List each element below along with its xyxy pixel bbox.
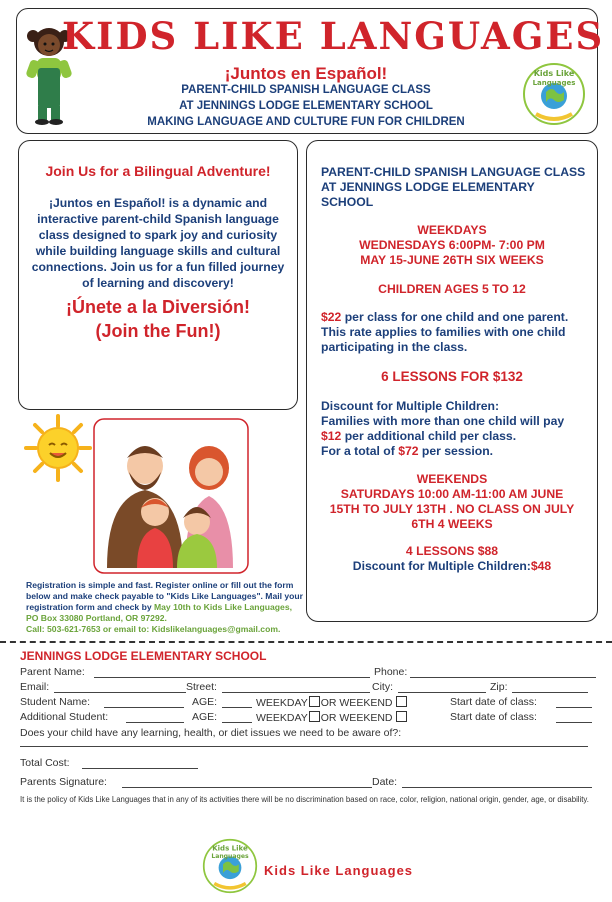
header-line-1: PARENT-CHILD SPANISH LANGUAGE CLASS [181,84,431,96]
zip-label: Zip: [490,681,508,693]
header-line-2: AT JENNINGS LODGE ELEMENTARY SCHOOL [179,100,433,112]
student-age-field[interactable] [222,707,252,708]
weekday-label: WEEKDAY [256,697,308,709]
discount-text-1: Families with more than one child will pay [321,414,565,428]
form-row-parent [20,666,596,680]
student-weekend-checkbox[interactable] [396,696,407,707]
weekend-discount-price: $48 [530,559,552,573]
form-row-total [20,757,596,771]
student-start-date-field[interactable] [556,707,592,708]
svg-text:Languages: Languages [211,853,249,861]
or-weekend-label: OR WEEKEND [320,697,393,709]
weekday-label: WEEKDAY [256,712,308,724]
parents-signature-label: Parents Signature: [20,776,107,788]
student-name-label: Student Name: [20,696,91,708]
form-row-additional-student [20,711,596,725]
registration-contact: Call: 503-621-7653 or email to: Kidslikelanguages@gmail.com. [26,624,281,634]
issues-question: Does your child have any learning, health, or diet issues we need to be aware of?: [20,727,402,739]
zip-field[interactable] [512,692,588,693]
form-row-address [20,681,596,695]
class-details-box [306,140,598,622]
registration-text: Registration is simple and fast. Register online or fill out the form below and make check payable to "Kids Like Languages". Mail your registration form and check by [26,580,304,612]
join-heading: Join Us for a Bilingual Adventure! [45,163,271,179]
price-amount: $22 [321,310,342,324]
header-subtitle: ¡Juntos en Español! [224,64,388,83]
weekend-discount [307,559,597,574]
total-cost-field[interactable] [82,768,198,769]
price-paragraph [321,310,587,355]
additional-start-date-field[interactable] [556,722,592,723]
additional-student-field[interactable] [126,722,184,723]
additional-age-label: AGE: [192,711,218,723]
street-label: Street: [186,681,217,693]
parent-name-field[interactable] [94,677,370,678]
student-age-label: AGE: [192,696,218,708]
email-label: Email: [20,681,50,693]
weekend-discount-label: Discount for Multiple Children: [352,559,531,573]
discount-heading: Discount for Multiple Children: [321,399,500,413]
discount-paragraph [321,399,587,459]
discount-text-2: per additional child per class. [341,429,517,443]
registration-info [26,580,304,635]
additional-start-date-label: Start date of class: [450,711,537,723]
svg-text:Languages: Languages [532,79,576,87]
bilingual-adventure-box [18,140,298,410]
form-row-signature [20,776,596,790]
date-label: Date: [372,776,398,788]
student-day-options [256,696,408,709]
cut-line-divider [0,641,612,643]
form-row-student [20,696,596,710]
student-start-date-label: Start date of class: [450,696,537,708]
email-field[interactable] [54,692,186,693]
additional-weekend-checkbox[interactable] [396,711,407,722]
weekdays-heading: WEEKDAYS [417,223,487,237]
class-title: PARENT-CHILD SPANISH LANGUAGE CLASS AT JENNINGS LODGE ELEMENTARY SCHOOL [321,165,586,209]
student-name-field[interactable] [104,707,184,708]
additional-age-field[interactable] [222,722,252,723]
total-text-1: For a total of [321,444,399,458]
footer-logo [202,838,258,894]
issues-answer-field[interactable] [20,746,588,747]
parent-name-label: Parent Name: [20,666,85,678]
registration-deadline: May 10th to Kids Like Languages, PO Box 33080 Portland, OR 97292. [26,602,292,623]
weekdays-time: WEDNESDAYS 6:00PM- 7:00 PM [359,238,545,252]
non-discrimination-policy: It is the policy of Kids Like Languages that in any of its activities there will be no discrimination based on race, color, religion, national origin, gender, age, or disability. [20,795,589,804]
six-lessons-price: 6 LESSONS FOR $132 [381,369,523,384]
discount-amount: $12 [321,429,342,443]
join-fun-line: (Join the Fun!) [95,321,221,341]
total-amount: $72 [398,444,419,458]
additional-student-label: Additional Student: [20,711,109,723]
total-text-2: per session. [418,444,494,458]
footer-brand: Kids Like Languages [264,863,414,878]
weekend-lessons-label: 4 LESSONS [405,544,478,558]
unete-line: ¡Únete a la Diversión! [65,297,251,317]
discount-line [321,414,587,444]
header-line-3: MAKING LANGUAGE AND CULTURE FUN FOR CHILDREN [147,116,465,128]
weekends-text: SATURDAYS 10:00 AM-11:00 AM JUNE 15TH TO JULY 13TH . NO CLASS ON JULY 6TH 4 WEEKS [329,487,575,531]
phone-field[interactable] [410,677,596,678]
city-field[interactable] [398,692,486,693]
or-weekend-label: OR WEEKEND [320,712,393,724]
weekdays-dates: MAY 15-JUNE 26TH SIX WEEKS [360,253,544,267]
total-cost-label: Total Cost: [20,757,70,769]
total-line [321,444,587,459]
svg-text:Kids Like: Kids Like [212,844,248,853]
parents-signature-field[interactable] [122,787,372,788]
student-weekday-checkbox[interactable] [309,696,320,707]
form-school-heading: JENNINGS LODGE ELEMENTARY SCHOOL [20,649,267,663]
city-label: City: [372,681,393,693]
unete-heading [19,295,297,343]
ages-text: CHILDREN AGES 5 TO 12 [378,282,526,296]
weekend-lessons [307,544,597,559]
kids-like-languages-logo [522,62,586,126]
weekend-lessons-price: $88 [477,544,499,558]
weekends-heading: WEEKENDS [416,472,488,486]
sun-illustration [24,414,92,482]
page-title: KIDS LIKE LANGUAGES [62,14,605,58]
svg-text:Kids Like: Kids Like [533,69,575,78]
join-paragraph: ¡Juntos en Español! is a dynamic and interactive parent-child Spanish language class designed to spark joy and curiosity while building language skills and cultural connections. Join us for a fun filled journey of learning and discovery! [31,196,285,290]
date-field[interactable] [402,787,592,788]
form-row-issues [20,727,596,741]
additional-weekday-checkbox[interactable] [309,711,320,722]
phone-label: Phone: [374,666,408,678]
price-text: per class for one child and one parent. This rate applies to families with one child participating in the class. [321,310,569,354]
additional-day-options [256,711,408,724]
family-illustration [93,418,249,574]
street-field[interactable] [222,692,370,693]
